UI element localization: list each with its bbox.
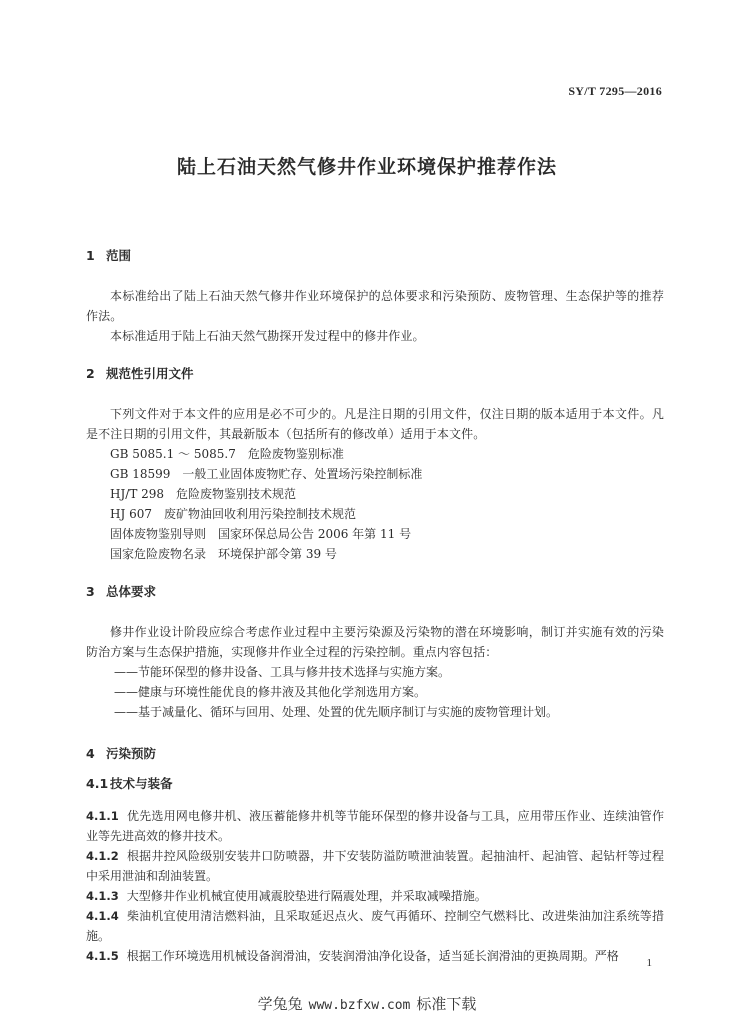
page-number: 1	[646, 957, 652, 969]
section-heading-pollution-prevention	[86, 744, 664, 762]
clause-text: 优先选用网电修井机、液压蓄能修井机等节能环保型的修井设备与工具，应用带压作业、连续油管作业等先进高效的修井技术。	[86, 809, 664, 843]
clause	[86, 906, 664, 946]
section-heading-scope	[86, 246, 664, 264]
standard-number: SY/T 7295—2016	[568, 84, 662, 98]
clause-number: 4.1.2	[86, 849, 119, 863]
paragraph: 本标准适用于陆上石油天然气勘探开发过程中的修井作业。	[110, 329, 425, 343]
section-title: 总体要求	[106, 584, 157, 599]
subsection-number: 4.1	[86, 776, 109, 791]
clause-number: 4.1.1	[86, 809, 119, 823]
clause-number: 4.1.3	[86, 889, 119, 903]
section-heading-general-requirements	[86, 582, 664, 600]
clause-number: 4.1.5	[86, 949, 119, 963]
watermark-tagline: 标准下载	[416, 995, 477, 1013]
section-number: 1	[86, 248, 95, 263]
reference-item: 国家危险废物名录 环境保护部令第 39 号	[110, 547, 337, 561]
document-title: 陆上石油天然气修井作业环境保护推荐作法	[176, 156, 557, 178]
clause-text: 大型修井作业机械宜使用减震胶垫进行隔震处理，并采取减噪措施。	[126, 889, 487, 903]
paragraph: 本标准给出了陆上石油天然气修井作业环境保护的总体要求和污染预防、废物管理、生态保护等的推荐作法。	[86, 289, 664, 323]
section-number: 2	[86, 366, 95, 381]
subsection-title: 技术与装备	[110, 776, 173, 791]
dash-list-item: ——健康与环境性能优良的修井液及其他化学剂选用方案。	[114, 685, 427, 699]
section-heading-normative-references	[86, 364, 664, 382]
watermark-footer	[0, 993, 734, 1014]
clause-text: 根据工作环境选用机械设备润滑油，安装润滑油净化设备，适当延长润滑油的更换周期。严格	[126, 949, 619, 963]
clause	[86, 846, 664, 886]
watermark-site-name: 学兔兔	[257, 995, 303, 1013]
clause-number: 4.1.4	[86, 909, 119, 923]
clause	[86, 806, 664, 846]
paragraph: 修井作业设计阶段应综合考虑作业过程中主要污染源及污染物的潜在环境影响，制订并实施有效的污染防治方案与生态保护措施，实现修井作业全过程的污染控制。重点内容包括：	[86, 625, 664, 659]
reference-item: HJ 607 废矿物油回收利用污染控制技术规范	[110, 507, 356, 521]
reference-item: GB 5085.1 ～ 5085.7 危险废物鉴别标准	[110, 447, 344, 461]
watermark-url[interactable]: www.bzfxw.com	[308, 998, 411, 1013]
reference-item: HJ/T 298 危险废物鉴别技术规范	[110, 487, 297, 501]
section-number: 3	[86, 584, 95, 599]
document-body	[86, 246, 664, 966]
section-title: 污染预防	[106, 746, 157, 761]
clause-text: 柴油机宜使用清洁燃料油，且采取延迟点火、废气再循环、控制空气燃料比、改进柴油加注系统等措施。	[86, 909, 664, 943]
dash-list-item: ——基于减量化、循环与回用、处理、处置的优先顺序制订与实施的废物管理计划。	[114, 705, 559, 719]
subsection-heading-technology-equipment	[86, 774, 664, 792]
reference-item: GB 18599 一般工业固体废物贮存、处置场污染控制标准	[110, 467, 423, 481]
section-title: 范围	[106, 248, 132, 263]
clause-text: 根据井控风险级别安装井口防喷器，井下安装防溢防喷泄油装置。起抽油杆、起油管、起钻杆等过程中采用泄油和刮油装置。	[86, 849, 664, 883]
clause	[86, 886, 664, 906]
section-title: 规范性引用文件	[106, 366, 194, 381]
paragraph: 下列文件对于本文件的应用是必不可少的。凡是注日期的引用文件，仅注日期的版本适用于本文件。凡是不注日期的引用文件，其最新版本（包括所有的修改单）适用于本文件。	[86, 407, 664, 441]
section-number: 4	[86, 746, 95, 761]
reference-item: 固体废物鉴别导则 国家环保总局公告 2006 年第 11 号	[110, 527, 412, 541]
dash-list-item: ——节能环保型的修井设备、工具与修井技术选择与实施方案。	[114, 665, 451, 679]
clause	[86, 946, 664, 966]
